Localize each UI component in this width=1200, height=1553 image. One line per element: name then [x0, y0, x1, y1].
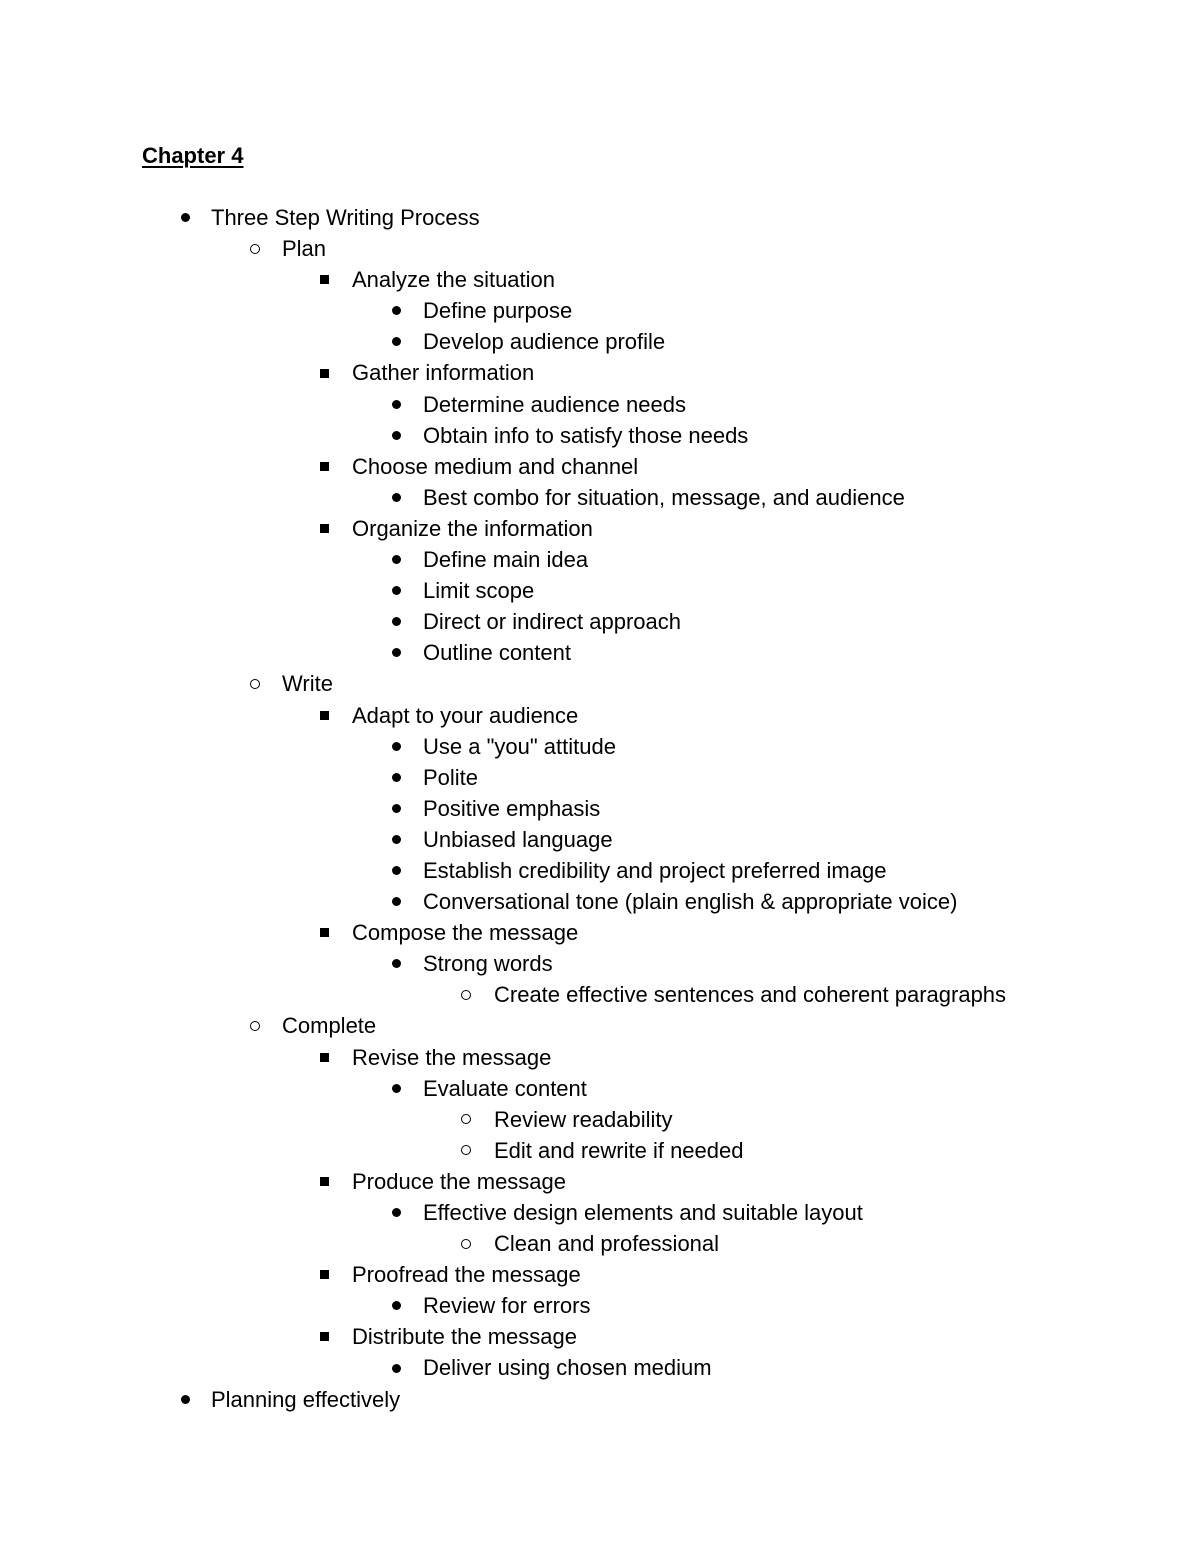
page-title: Chapter 4 [142, 143, 244, 168]
square-bullet-icon [314, 917, 334, 948]
outline-item [0, 357, 1200, 388]
outline-item [0, 389, 1200, 420]
outline-item-text: Review for errors [423, 1293, 591, 1319]
outline-item [0, 979, 1200, 1010]
outline-item-text: Determine audience needs [423, 391, 686, 417]
disc-bullet-icon [386, 420, 406, 451]
circle-bullet-icon [456, 1228, 476, 1259]
outline-item [0, 1384, 1200, 1415]
outline-item [0, 1259, 1200, 1290]
outline-item [0, 731, 1200, 762]
outline-item [0, 264, 1200, 295]
outline-item-text: Compose the message [352, 920, 579, 946]
outline-item [0, 1104, 1200, 1135]
disc-bullet-icon [386, 1290, 406, 1321]
circle-bullet-icon [245, 233, 265, 264]
outline-item-text: Three Step Writing Process [211, 205, 480, 230]
outline-item [0, 1073, 1200, 1104]
outline-item [0, 637, 1200, 668]
disc-bullet-icon [386, 295, 406, 326]
disc-bullet-icon [386, 606, 406, 637]
outline-item-text: Choose medium and channel [352, 453, 639, 479]
outline-item [0, 1352, 1200, 1383]
outline-item-text: Proofread the message [352, 1262, 581, 1288]
circle-bullet-icon [456, 979, 476, 1010]
outline-item [0, 1321, 1200, 1352]
disc-bullet-icon [175, 1384, 195, 1415]
outline-item [0, 1166, 1200, 1197]
circle-bullet-icon [245, 668, 265, 699]
outline-item [0, 326, 1200, 357]
outline-item-text: Define main idea [423, 547, 589, 573]
outline-item [0, 762, 1200, 793]
outline-item-text: Organize the information [352, 515, 593, 541]
disc-bullet-icon [386, 824, 406, 855]
outline-item-text: Revise the message [352, 1044, 552, 1070]
disc-bullet-icon [386, 326, 406, 357]
outline-item [0, 544, 1200, 575]
outline-item-text: Evaluate content [423, 1075, 587, 1101]
outline-item [0, 824, 1200, 855]
outline-item-text: Review readability [494, 1106, 673, 1132]
outline-item [0, 1290, 1200, 1321]
outline-item-text: Define purpose [423, 298, 573, 324]
outline-item-text: Produce the message [352, 1168, 567, 1194]
outline-item [0, 700, 1200, 731]
outline-item-text: Adapt to your audience [352, 702, 579, 728]
disc-bullet-icon [386, 793, 406, 824]
outline-item-text: Establish credibility and project preferred image [423, 857, 887, 883]
outline-item-text: Unbiased language [423, 826, 613, 852]
outline-item-text: Develop audience profile [423, 329, 666, 355]
square-bullet-icon [314, 700, 334, 731]
outline-item [0, 948, 1200, 979]
outline-item-text: Write [282, 671, 333, 697]
disc-bullet-icon [386, 1352, 406, 1383]
circle-bullet-icon [245, 1010, 265, 1041]
square-bullet-icon [314, 1042, 334, 1073]
disc-bullet-icon [386, 1197, 406, 1228]
outline-item-text: Complete [282, 1013, 377, 1039]
outline-item-text: Direct or indirect approach [423, 609, 682, 635]
outline-item [0, 482, 1200, 513]
circle-bullet-icon [456, 1135, 476, 1166]
disc-bullet-icon [386, 886, 406, 917]
outline-item [0, 420, 1200, 451]
outline-item-text: Conversational tone (plain english & appropriate voice) [423, 889, 958, 915]
disc-bullet-icon [386, 575, 406, 606]
square-bullet-icon [314, 451, 334, 482]
disc-bullet-icon [386, 762, 406, 793]
outline-item-text: Positive emphasis [423, 795, 601, 821]
outline-item [0, 1228, 1200, 1259]
outline-item-text: Outline content [423, 640, 571, 666]
outline-item [0, 855, 1200, 886]
disc-bullet-icon [386, 389, 406, 420]
outline-item [0, 886, 1200, 917]
disc-bullet-icon [386, 948, 406, 979]
outline-item-text: Planning effectively [211, 1386, 401, 1412]
circle-bullet-icon [456, 1104, 476, 1135]
square-bullet-icon [314, 1166, 334, 1197]
disc-bullet-icon [386, 544, 406, 575]
outline-item-text: Distribute the message [352, 1324, 577, 1350]
outline-item-text: Best combo for situation, message, and audience [423, 484, 905, 510]
outline-item-text: Analyze the situation [352, 267, 556, 293]
disc-bullet-icon [386, 731, 406, 762]
outline-item [0, 668, 1200, 699]
outline-item [0, 202, 1200, 233]
outline-item [0, 451, 1200, 482]
square-bullet-icon [314, 513, 334, 544]
outline-item-text: Effective design elements and suitable layout [423, 1200, 863, 1225]
outline-item-text: Create effective sentences and coherent paragraphs [494, 982, 1007, 1008]
disc-bullet-icon [386, 482, 406, 513]
outline-item-text: Plan [282, 236, 327, 262]
square-bullet-icon [314, 1321, 334, 1352]
disc-bullet-icon [386, 855, 406, 886]
outline-item [0, 1010, 1200, 1041]
outline-item [0, 917, 1200, 948]
square-bullet-icon [314, 1259, 334, 1290]
outline-item [0, 1197, 1200, 1228]
disc-bullet-icon [386, 1073, 406, 1104]
outline-item [0, 1135, 1200, 1166]
outline-item [0, 295, 1200, 326]
outline-item [0, 233, 1200, 264]
square-bullet-icon [314, 357, 334, 388]
outline-item-text: Obtain info to satisfy those needs [423, 422, 749, 448]
disc-bullet-icon [175, 202, 195, 233]
outline-item-text: Clean and professional [494, 1231, 720, 1257]
disc-bullet-icon [386, 637, 406, 668]
outline-item-text: Strong words [423, 951, 553, 977]
outline-item-text: Limit scope [423, 578, 535, 604]
outline-item-text: Polite [423, 764, 479, 790]
outline-item-text: Gather information [352, 360, 535, 386]
outline-list [0, 202, 1200, 1415]
outline-item [0, 793, 1200, 824]
outline-item [0, 575, 1200, 606]
outline-item-text: Use a "you" attitude [423, 733, 616, 759]
outline-item-text: Edit and rewrite if needed [494, 1137, 744, 1163]
outline-item [0, 606, 1200, 637]
outline-item [0, 1042, 1200, 1073]
outline-item-text: Deliver using chosen medium [423, 1355, 712, 1381]
outline-item [0, 513, 1200, 544]
square-bullet-icon [314, 264, 334, 295]
